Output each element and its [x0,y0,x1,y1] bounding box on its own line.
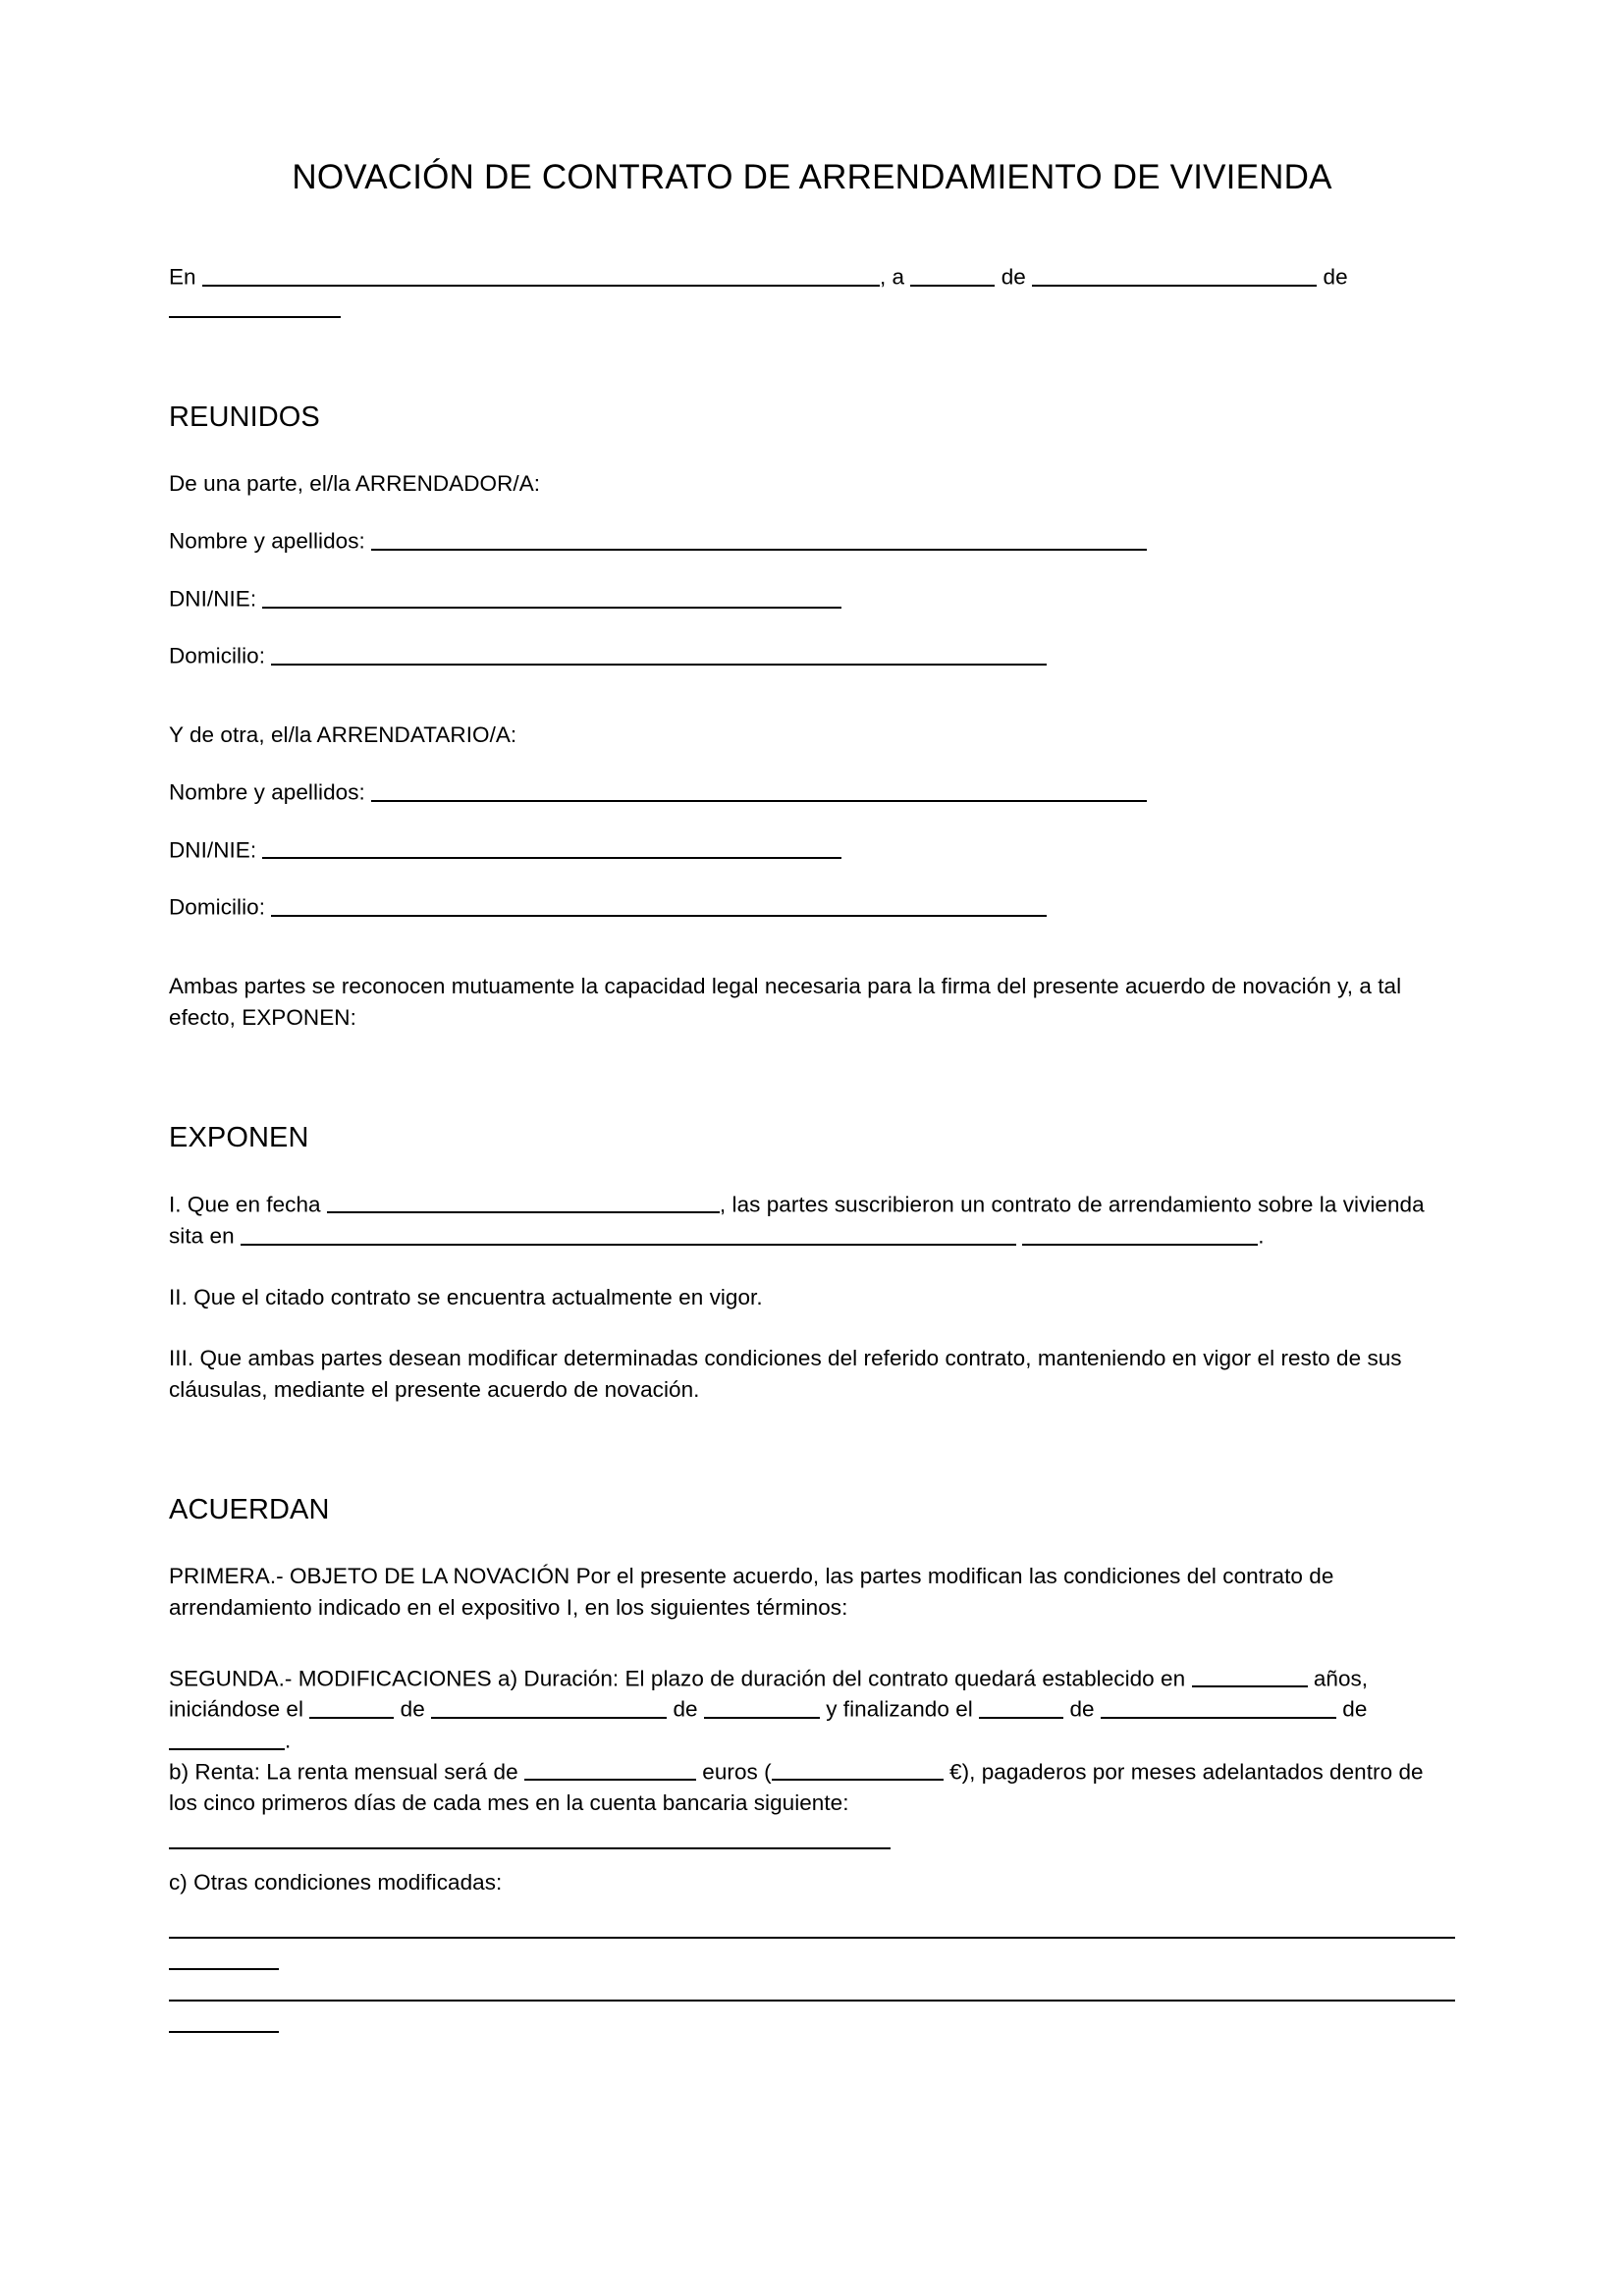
landlord-name-blank[interactable] [371,525,1147,551]
renta-currency-label: €), pagaderos por meses adelantados dentro de los cinco primeros días de cada mes en la cuenta bancaria siguiente: [169,1759,1424,1815]
tenant-name-label: Nombre y apellidos: [169,779,365,805]
other-conditions-rule-4[interactable] [169,2031,279,2033]
section-heading-acuerdan: ACUERDAN [169,1493,330,1525]
duration-years-blank[interactable] [1192,1663,1308,1688]
end-month-blank[interactable] [1101,1693,1336,1719]
place-blank[interactable] [202,261,880,287]
segunda-de-label-4: de [1342,1697,1368,1723]
month-blank[interactable] [1032,261,1317,287]
document-content [169,0,1455,2033]
landlord-address-label: Domicilio: [169,644,266,669]
tenant-id-row [169,834,1455,867]
clause-segunda-otras: c) Otras condiciones modificadas: [169,1869,503,1895]
day-blank[interactable] [910,261,995,287]
landlord-id-label: DNI/NIE: [169,586,257,612]
tenant-id-blank[interactable] [262,834,841,860]
contract-date-blank[interactable] [327,1189,720,1214]
tenant-address-blank[interactable] [271,891,1047,917]
landlord-intro: De una parte, el/la ARRENDADOR/A: [169,471,541,497]
page-title: NOVACIÓN DE CONTRATO DE ARRENDAMIENTO DE VIVIENDA [292,158,1332,196]
exponen-item-3: III. Que ambas partes desean modificar determinadas condiciones del referido contrato, manteniendo en vigor el resto de sus cláusulas, mediante el presente acuerdo de novación. [169,1345,1402,1402]
renta-label-2: euros ( [702,1759,772,1785]
clause-segunda-lead: SEGUNDA.- MODIFICACIONES a) Duración: El plazo de duración del contrato quedará establecido en [169,1666,1186,1691]
section-heading-exponen: EXPONEN [169,1121,309,1153]
segunda-de-label-2: de [673,1697,698,1723]
exponen-item-1-middle: , las partes suscribieron un contrato de arrendamiento sobre la vivienda sita en [169,1192,1425,1249]
segunda-de-label-1: de [400,1697,425,1723]
start-day-blank[interactable] [309,1693,394,1719]
renta-label-1: b) Renta: La renta mensual será de [169,1759,518,1785]
landlord-address-blank[interactable] [271,640,1047,666]
place-prefix-label: En [169,264,196,290]
landlord-address-row [169,640,1455,672]
dwelling-address-blank-1[interactable] [241,1220,1016,1246]
landlord-id-blank[interactable] [262,583,841,609]
de-label-1: de [1001,264,1026,290]
clause-segunda-renta [169,1756,1455,1818]
dwelling-address-blank-2[interactable] [1022,1220,1258,1246]
landlord-name-label: Nombre y apellidos: [169,528,365,554]
exponen-item-1-prefix: I. Que en fecha [169,1192,321,1217]
anos-label: años, iniciándose el [169,1666,1369,1723]
end-year-blank[interactable] [169,1725,285,1750]
capacity-paragraph: Ambas partes se reconocen mutuamente la capacidad legal necesaria para la firma del presente acuerdo de novación y, a tal efecto, EXPONEN: [169,973,1402,1030]
segunda-de-label-3: de [1069,1697,1095,1723]
start-year-blank[interactable] [704,1693,820,1719]
clause-segunda-duracion [169,1663,1455,1756]
tenant-id-label: DNI/NIE: [169,837,257,863]
y-finalizando-label: y finalizando el [826,1697,973,1723]
landlord-id-row [169,583,1455,615]
landlord-name-row [169,525,1455,558]
exponen-item-1-suffix: . [1258,1223,1265,1249]
tenant-name-blank[interactable] [371,776,1147,802]
place-date-line [169,261,1455,325]
tenant-intro: Y de otra, el/la ARRENDATARIO/A: [169,722,517,747]
rent-amount-figure-blank[interactable] [772,1756,944,1782]
place-comma-a-label: , a [879,264,905,290]
clause-primera: PRIMERA.- OBJETO DE LA NOVACIÓN Por el presente acuerdo, las partes modifican las condiciones del contrato de arrendamiento indicado en el expositivo I, en los siguientes términos: [169,1563,1334,1620]
exponen-item-2: II. Que el citado contrato se encuentra actualmente en vigor. [169,1284,763,1309]
de-label-2: de [1323,264,1348,290]
rent-amount-words-blank[interactable] [524,1756,696,1782]
year-blank[interactable] [169,294,341,319]
start-month-blank[interactable] [431,1693,667,1719]
segunda-period: . [285,1728,292,1753]
tenant-address-row [169,891,1455,924]
section-heading-reunidos: REUNIDOS [169,401,320,434]
exponen-item-1 [169,1189,1455,1253]
end-day-blank[interactable] [979,1693,1063,1719]
tenant-name-row [169,776,1455,809]
tenant-address-label: Domicilio: [169,894,266,920]
